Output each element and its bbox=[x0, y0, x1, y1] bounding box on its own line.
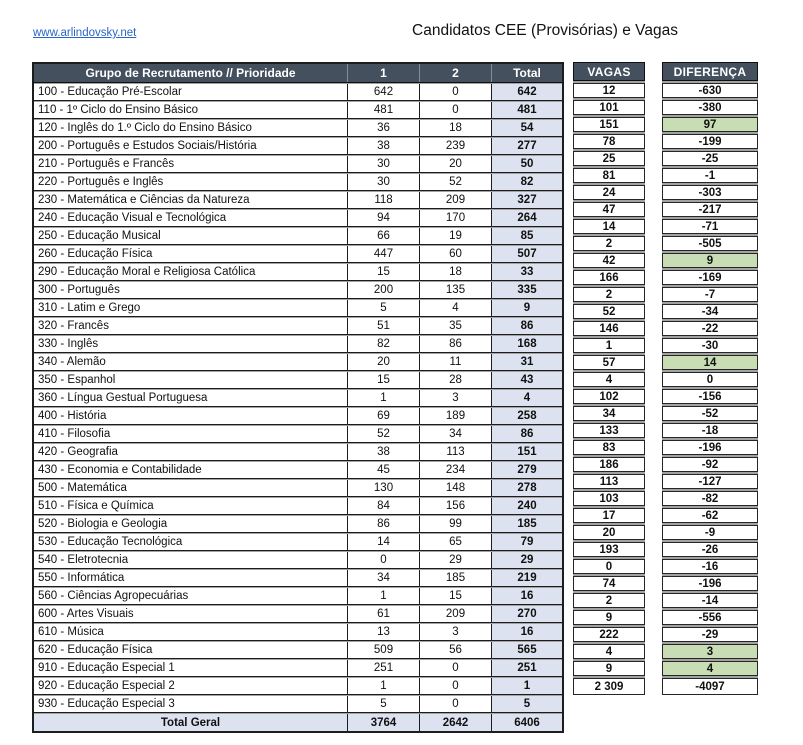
group-name-cell: 330 - Inglês bbox=[38, 338, 99, 350]
group-name-cell: 210 - Português e Francês bbox=[38, 158, 175, 170]
table-row bbox=[34, 534, 562, 551]
total-cell: 335 bbox=[491, 282, 562, 298]
diferenca-cell: 14 bbox=[662, 355, 758, 370]
diferenca-cell: -9 bbox=[662, 525, 758, 540]
diferenca-cell: -30 bbox=[662, 338, 758, 353]
group-name-cell: 430 - Economia e Contabilidade bbox=[38, 464, 202, 476]
priority2-cell: 86 bbox=[419, 336, 491, 352]
group-name-cell: 610 - Música bbox=[38, 626, 104, 638]
priority2-cell: 20 bbox=[419, 156, 491, 172]
priority1-cell: 642 bbox=[347, 84, 419, 100]
vagas-cell: 103 bbox=[573, 491, 645, 506]
total-cell: 481 bbox=[491, 102, 562, 118]
diferenca-cell: -14 bbox=[662, 593, 758, 608]
table-row bbox=[34, 354, 562, 371]
table-row bbox=[34, 624, 562, 641]
group-name-cell: 930 - Educação Especial 3 bbox=[38, 698, 175, 710]
table-row bbox=[34, 228, 562, 245]
priority2-cell: 34 bbox=[419, 426, 491, 442]
priority2-cell: 148 bbox=[419, 480, 491, 496]
diferenca-cell: -62 bbox=[662, 508, 758, 523]
vagas-cell: 52 bbox=[573, 304, 645, 319]
group-name-cell: 290 - Educação Moral e Religiosa Católica bbox=[38, 266, 256, 278]
diferenca-cell: -199 bbox=[662, 134, 758, 149]
priority2-cell: 209 bbox=[419, 606, 491, 622]
vagas-cell: 42 bbox=[573, 253, 645, 268]
priority1-cell: 5 bbox=[347, 300, 419, 316]
diferenca-cell: -196 bbox=[662, 576, 758, 591]
diferenca-cell: -127 bbox=[662, 474, 758, 489]
priority1-cell: 30 bbox=[347, 174, 419, 190]
diferenca-cell: 9 bbox=[662, 253, 758, 268]
table-row bbox=[34, 336, 562, 353]
priority2-cell: 18 bbox=[419, 120, 491, 136]
group-name-cell: 220 - Português e Inglês bbox=[38, 176, 164, 188]
total-cell: 279 bbox=[491, 462, 562, 478]
diferenca-cell: -169 bbox=[662, 270, 758, 285]
total-cell: 50 bbox=[491, 156, 562, 172]
priority1-cell: 1 bbox=[347, 390, 419, 406]
priority1-cell: 130 bbox=[347, 480, 419, 496]
total-cell: 86 bbox=[491, 426, 562, 442]
priority2-cell: 239 bbox=[419, 138, 491, 154]
total-cell: 565 bbox=[491, 642, 562, 658]
total-cell: 270 bbox=[491, 606, 562, 622]
total-cell: 85 bbox=[491, 228, 562, 244]
total-cell: 79 bbox=[491, 534, 562, 550]
total-cell: 240 bbox=[491, 498, 562, 514]
priority2-cell: 234 bbox=[419, 462, 491, 478]
priority1-cell: 118 bbox=[347, 192, 419, 208]
total-cell: 168 bbox=[491, 336, 562, 352]
priority2-cell: 52 bbox=[419, 174, 491, 190]
total-cell: 43 bbox=[491, 372, 562, 388]
vagas-cell: 2 bbox=[573, 287, 645, 302]
vagas-cell: 83 bbox=[573, 440, 645, 455]
vagas-cell: 1 bbox=[573, 338, 645, 353]
vagas-cell: 193 bbox=[573, 542, 645, 557]
vagas-cell: 4 bbox=[573, 644, 645, 659]
total-cell: 54 bbox=[491, 120, 562, 136]
group-name-cell: 300 - Português bbox=[38, 284, 120, 296]
diferenca-cell: -630 bbox=[662, 83, 758, 98]
group-name-cell: 260 - Educação Física bbox=[38, 248, 153, 260]
diferenca-header: DIFERENÇA bbox=[662, 62, 758, 81]
diferenca-cell: -92 bbox=[662, 457, 758, 472]
group-name-cell: 560 - Ciências Agropecuárias bbox=[38, 590, 189, 602]
table-row bbox=[34, 120, 562, 137]
priority1-cell: 0 bbox=[347, 552, 419, 568]
priority2-cell: 170 bbox=[419, 210, 491, 226]
priority2-cell: 29 bbox=[419, 552, 491, 568]
priority1-cell: 61 bbox=[347, 606, 419, 622]
priority1-cell: 66 bbox=[347, 228, 419, 244]
priority1-cell: 13 bbox=[347, 624, 419, 640]
priority1-cell: 447 bbox=[347, 246, 419, 262]
diferenca-cell: -1 bbox=[662, 168, 758, 183]
priority2-cell: 35 bbox=[419, 318, 491, 334]
priority2-cell: 56 bbox=[419, 642, 491, 658]
priority2-cell: 189 bbox=[419, 408, 491, 424]
diferenca-cell: -217 bbox=[662, 202, 758, 217]
total-geral-priority1: 3764 bbox=[347, 714, 419, 731]
page bbox=[0, 22, 803, 745]
vagas-cell: 222 bbox=[573, 627, 645, 642]
diferenca-cell: -26 bbox=[662, 542, 758, 557]
table-row bbox=[34, 570, 562, 587]
priority2-cell: 15 bbox=[419, 588, 491, 604]
priority2-cell: 0 bbox=[419, 678, 491, 694]
priority1-cell: 52 bbox=[347, 426, 419, 442]
diferenca-total-cell: -4097 bbox=[662, 678, 758, 695]
total-geral-label: Total Geral bbox=[34, 714, 347, 731]
total-cell: 1 bbox=[491, 678, 562, 694]
diferenca-cell: -29 bbox=[662, 627, 758, 642]
priority1-cell: 94 bbox=[347, 210, 419, 226]
vagas-cell: 78 bbox=[573, 134, 645, 149]
diferenca-cell: -156 bbox=[662, 389, 758, 404]
total-cell: 86 bbox=[491, 318, 562, 334]
vagas-cell: 151 bbox=[573, 117, 645, 132]
priority2-cell: 0 bbox=[419, 84, 491, 100]
diferenca-cell: -25 bbox=[662, 151, 758, 166]
diferenca-cell: -303 bbox=[662, 185, 758, 200]
group-name-cell: 530 - Educação Tecnológica bbox=[38, 536, 183, 548]
total-cell: 4 bbox=[491, 390, 562, 406]
total-cell: 507 bbox=[491, 246, 562, 262]
table-row bbox=[34, 318, 562, 335]
total-cell: 33 bbox=[491, 264, 562, 280]
priority1-cell: 509 bbox=[347, 642, 419, 658]
group-name-cell: 200 - Português e Estudos Sociais/História bbox=[38, 140, 257, 152]
diferenca-cell: -18 bbox=[662, 423, 758, 438]
vagas-cell: 186 bbox=[573, 457, 645, 472]
total-cell: 278 bbox=[491, 480, 562, 496]
priority1-cell: 38 bbox=[347, 444, 419, 460]
priority2-cell: 113 bbox=[419, 444, 491, 460]
priority2-cell: 28 bbox=[419, 372, 491, 388]
group-name-cell: 360 - Língua Gestual Portuguesa bbox=[38, 392, 208, 404]
table-row bbox=[34, 606, 562, 623]
priority2-cell: 156 bbox=[419, 498, 491, 514]
priority1-cell: 251 bbox=[347, 660, 419, 676]
diferenca-cell: -16 bbox=[662, 559, 758, 574]
vagas-cell: 166 bbox=[573, 270, 645, 285]
table-row bbox=[34, 498, 562, 515]
vagas-header: VAGAS bbox=[573, 62, 645, 81]
total-cell: 251 bbox=[491, 660, 562, 676]
diferenca-cell: -380 bbox=[662, 100, 758, 115]
priority2-cell: 19 bbox=[419, 228, 491, 244]
group-name-cell: 230 - Matemática e Ciências da Natureza bbox=[38, 194, 250, 206]
group-name-cell: 620 - Educação Física bbox=[38, 644, 153, 656]
priority2-cell: 209 bbox=[419, 192, 491, 208]
vagas-cell: 0 bbox=[573, 559, 645, 574]
priority2-cell: 3 bbox=[419, 390, 491, 406]
vagas-cell: 47 bbox=[573, 202, 645, 217]
group-name-cell: 110 - 1º Ciclo do Ensino Básico bbox=[38, 104, 198, 116]
total-cell: 5 bbox=[491, 696, 562, 712]
group-name-cell: 120 - Inglês do 1.º Ciclo do Ensino Básico bbox=[38, 122, 252, 134]
diferenca-cell: -82 bbox=[662, 491, 758, 506]
group-name-cell: 600 - Artes Visuais bbox=[38, 608, 134, 620]
table-row bbox=[34, 426, 562, 443]
priority2-cell: 99 bbox=[419, 516, 491, 532]
priority1-cell: 38 bbox=[347, 138, 419, 154]
table-row bbox=[34, 516, 562, 533]
table-row bbox=[34, 642, 562, 659]
table-row bbox=[34, 444, 562, 461]
table-row bbox=[34, 138, 562, 155]
vagas-cell: 9 bbox=[573, 661, 645, 676]
priority1-cell: 36 bbox=[347, 120, 419, 136]
diferenca-cell: 4 bbox=[662, 661, 758, 676]
priority1-cell: 1 bbox=[347, 588, 419, 604]
vagas-cell: 4 bbox=[573, 372, 645, 387]
priority2-cell: 0 bbox=[419, 102, 491, 118]
total-cell: 264 bbox=[491, 210, 562, 226]
vagas-cell: 101 bbox=[573, 100, 645, 115]
priority1-cell: 34 bbox=[347, 570, 419, 586]
vagas-cell: 74 bbox=[573, 576, 645, 591]
priority1-cell: 15 bbox=[347, 372, 419, 388]
vagas-cell: 14 bbox=[573, 219, 645, 234]
table-row bbox=[34, 372, 562, 389]
total-cell: 277 bbox=[491, 138, 562, 154]
table-row bbox=[34, 660, 562, 677]
group-name-cell: 920 - Educação Especial 2 bbox=[38, 680, 175, 692]
vagas-cell: 133 bbox=[573, 423, 645, 438]
group-name-cell: 240 - Educação Visual e Tecnológica bbox=[38, 212, 227, 224]
total-cell: 642 bbox=[491, 84, 562, 100]
total-cell: 151 bbox=[491, 444, 562, 460]
priority2-cell: 65 bbox=[419, 534, 491, 550]
vagas-cell: 81 bbox=[573, 168, 645, 183]
vagas-total-cell: 2 309 bbox=[573, 678, 645, 695]
diferenca-cell: -196 bbox=[662, 440, 758, 455]
diferenca-cell: 3 bbox=[662, 644, 758, 659]
priority2-cell: 11 bbox=[419, 354, 491, 370]
vagas-cell: 102 bbox=[573, 389, 645, 404]
total-geral-total: 6406 bbox=[491, 714, 562, 731]
vagas-cell: 9 bbox=[573, 610, 645, 625]
diferenca-cell: -7 bbox=[662, 287, 758, 302]
group-name-cell: 400 - História bbox=[38, 410, 107, 422]
priority1-cell: 15 bbox=[347, 264, 419, 280]
diferenca-cell: -556 bbox=[662, 610, 758, 625]
col-header-priority-2: 2 bbox=[419, 64, 491, 82]
priority1-cell: 45 bbox=[347, 462, 419, 478]
total-cell: 82 bbox=[491, 174, 562, 190]
diferenca-cell: -22 bbox=[662, 321, 758, 336]
vagas-cell: 57 bbox=[573, 355, 645, 370]
table-row bbox=[34, 552, 562, 569]
priority2-cell: 185 bbox=[419, 570, 491, 586]
main-table-header-row bbox=[34, 64, 562, 83]
diferenca-cell: -505 bbox=[662, 236, 758, 251]
diferenca-cell: -71 bbox=[662, 219, 758, 234]
priority1-cell: 1 bbox=[347, 678, 419, 694]
priority1-cell: 69 bbox=[347, 408, 419, 424]
group-name-cell: 350 - Espanhol bbox=[38, 374, 116, 386]
table-row bbox=[34, 210, 562, 227]
recruitment-table bbox=[32, 62, 564, 733]
top-bar bbox=[0, 22, 803, 46]
vagas-cell: 25 bbox=[573, 151, 645, 166]
priority1-cell: 30 bbox=[347, 156, 419, 172]
diferenca-cell: 97 bbox=[662, 117, 758, 132]
group-name-cell: 420 - Geografia bbox=[38, 446, 118, 458]
table-row bbox=[34, 84, 562, 101]
group-name-cell: 320 - Francês bbox=[38, 320, 109, 332]
priority2-cell: 4 bbox=[419, 300, 491, 316]
diferenca-cell: -34 bbox=[662, 304, 758, 319]
group-name-cell: 540 - Eletrotecnia bbox=[38, 554, 129, 566]
total-cell: 16 bbox=[491, 588, 562, 604]
vagas-cell: 146 bbox=[573, 321, 645, 336]
group-name-cell: 550 - Informática bbox=[38, 572, 125, 584]
group-name-cell: 100 - Educação Pré-Escolar bbox=[38, 86, 182, 98]
table-row bbox=[34, 264, 562, 281]
total-cell: 219 bbox=[491, 570, 562, 586]
priority1-cell: 51 bbox=[347, 318, 419, 334]
priority1-cell: 5 bbox=[347, 696, 419, 712]
vagas-cell: 12 bbox=[573, 83, 645, 98]
priority1-cell: 86 bbox=[347, 516, 419, 532]
table-row bbox=[34, 102, 562, 119]
priority2-cell: 18 bbox=[419, 264, 491, 280]
vagas-cell: 34 bbox=[573, 406, 645, 421]
priority1-cell: 84 bbox=[347, 498, 419, 514]
priority2-cell: 3 bbox=[419, 624, 491, 640]
total-cell: 185 bbox=[491, 516, 562, 532]
table-row bbox=[34, 282, 562, 299]
vagas-cell: 17 bbox=[573, 508, 645, 523]
table-row bbox=[34, 192, 562, 209]
priority1-cell: 14 bbox=[347, 534, 419, 550]
diferenca-cell: -52 bbox=[662, 406, 758, 421]
table-row bbox=[34, 480, 562, 497]
diferenca-cell: 0 bbox=[662, 372, 758, 387]
vagas-cell: 2 bbox=[573, 593, 645, 608]
priority2-cell: 60 bbox=[419, 246, 491, 262]
group-name-cell: 340 - Alemão bbox=[38, 356, 106, 368]
priority2-cell: 0 bbox=[419, 660, 491, 676]
group-name-cell: 500 - Matemática bbox=[38, 482, 127, 494]
total-cell: 31 bbox=[491, 354, 562, 370]
total-cell: 258 bbox=[491, 408, 562, 424]
vagas-cell: 24 bbox=[573, 185, 645, 200]
group-name-cell: 510 - Física e Química bbox=[38, 500, 154, 512]
total-cell: 29 bbox=[491, 552, 562, 568]
priority1-cell: 481 bbox=[347, 102, 419, 118]
table-row bbox=[34, 174, 562, 191]
site-link[interactable]: www.arlindovsky.net bbox=[33, 27, 137, 39]
table-row bbox=[34, 156, 562, 173]
priority2-cell: 135 bbox=[419, 282, 491, 298]
vagas-column bbox=[573, 62, 645, 695]
group-name-cell: 910 - Educação Especial 1 bbox=[38, 662, 175, 674]
diferenca-column bbox=[662, 62, 758, 695]
vagas-cell: 2 bbox=[573, 236, 645, 251]
tables-area bbox=[32, 62, 803, 733]
table-row bbox=[34, 678, 562, 695]
group-name-cell: 310 - Latim e Grego bbox=[38, 302, 141, 314]
total-geral-priority2: 2642 bbox=[419, 714, 491, 731]
page-title: Candidatos CEE (Provisórias) e Vagas bbox=[412, 22, 678, 39]
group-name-cell: 520 - Biologia e Geologia bbox=[38, 518, 168, 530]
table-row bbox=[34, 462, 562, 479]
table-row bbox=[34, 408, 562, 425]
col-header-grupo: Grupo de Recrutamento // Prioridade bbox=[85, 66, 296, 80]
total-cell: 16 bbox=[491, 624, 562, 640]
table-row bbox=[34, 246, 562, 263]
priority1-cell: 200 bbox=[347, 282, 419, 298]
vagas-cell: 20 bbox=[573, 525, 645, 540]
priority2-cell: 0 bbox=[419, 696, 491, 712]
col-header-total: Total bbox=[491, 64, 562, 82]
table-row bbox=[34, 696, 562, 713]
priority1-cell: 20 bbox=[347, 354, 419, 370]
table-row bbox=[34, 390, 562, 407]
table-row bbox=[34, 300, 562, 317]
group-name-cell: 410 - Filosofia bbox=[38, 428, 111, 440]
table-row bbox=[34, 588, 562, 605]
total-cell: 327 bbox=[491, 192, 562, 208]
group-name-cell: 250 - Educação Musical bbox=[38, 230, 161, 242]
col-header-priority-1: 1 bbox=[347, 64, 419, 82]
vagas-cell: 113 bbox=[573, 474, 645, 489]
priority1-cell: 82 bbox=[347, 336, 419, 352]
total-cell: 9 bbox=[491, 300, 562, 316]
